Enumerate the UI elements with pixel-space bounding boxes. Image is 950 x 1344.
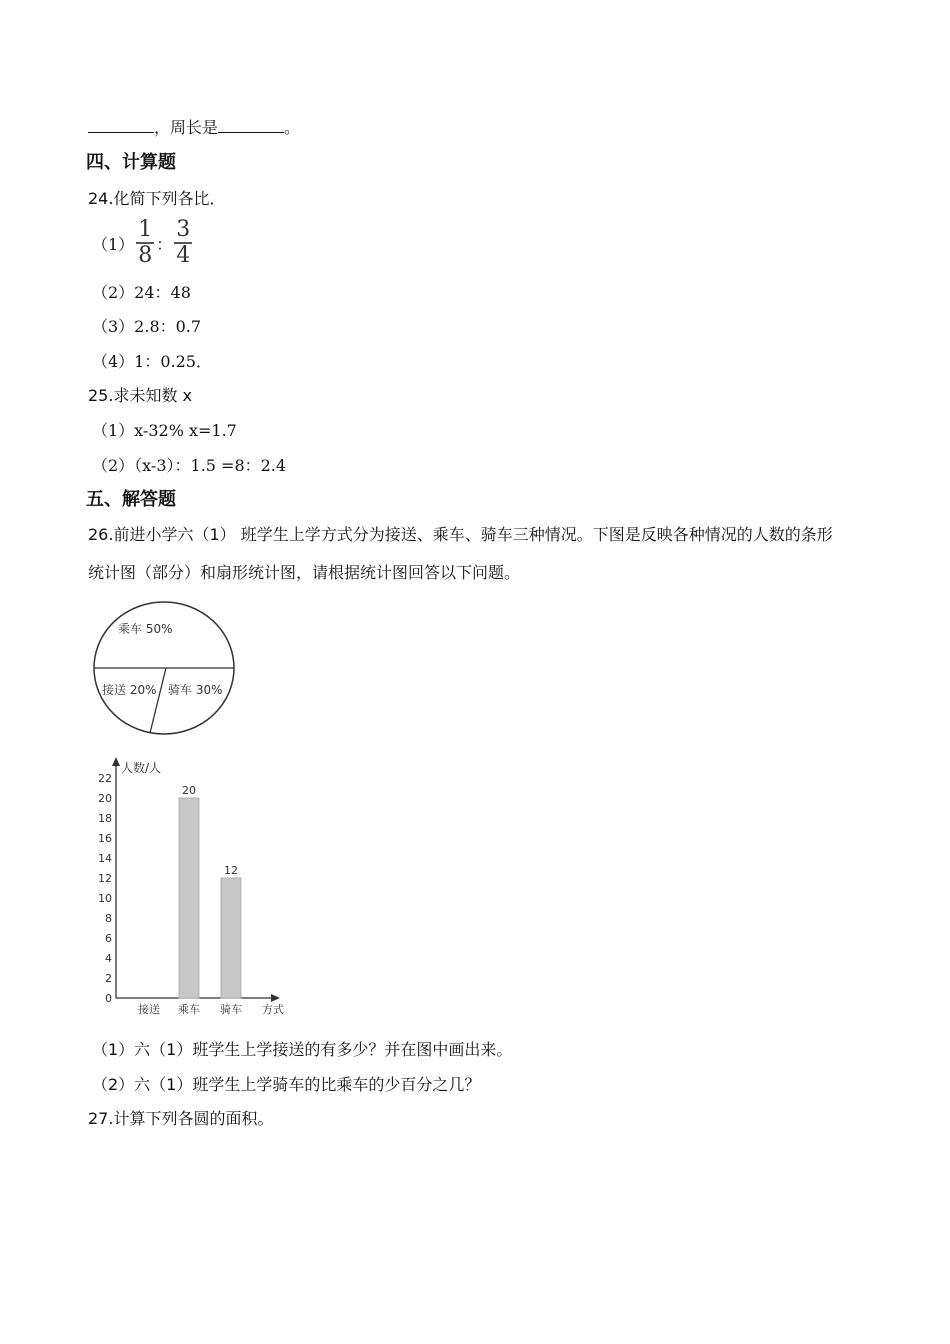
ratio-colon: ： <box>156 234 173 254</box>
y-ticks <box>98 772 112 1005</box>
y-tick-label: 6 <box>105 932 112 945</box>
bar-data-label: 20 <box>182 784 196 797</box>
pie-divider-slanted <box>150 668 166 733</box>
denominator: 4 <box>176 243 191 268</box>
answer-blank[interactable] <box>218 118 284 133</box>
y-tick-label: 16 <box>98 832 112 845</box>
section-heading-answer: 五、解答题 <box>86 489 176 510</box>
x-axis-arrow <box>271 994 280 1002</box>
pie-label-bus: 乘车 50% <box>118 622 173 636</box>
pie-label-pickup: 接送 20% <box>102 683 157 697</box>
y-tick-label: 8 <box>105 912 112 925</box>
category-label: 乘车 <box>178 1003 200 1016</box>
q24-item4: （4）1：0.25． <box>92 352 212 371</box>
bar <box>179 798 199 998</box>
numerator: 3 <box>176 217 191 242</box>
numerator: 1 <box>138 217 153 242</box>
y-tick-label: 4 <box>105 952 112 965</box>
y-tick-label: 12 <box>98 872 112 885</box>
y-tick-label: 20 <box>98 792 112 805</box>
answer-blank[interactable] <box>88 118 154 133</box>
perimeter-label: ，周长是 <box>154 118 219 137</box>
q24-item3: （3）2.8：0.7 <box>92 317 202 336</box>
category-label: 接送 <box>138 1003 160 1016</box>
q26-line2: 统计图（部分）和扇形统计图，请根据统计图回答以下问题。 <box>88 563 521 582</box>
bar-chart <box>96 755 296 1020</box>
q25-item2: （2）（x-3）：1.5 =8：2.4 <box>92 456 287 475</box>
q26-sub2: （2）六（1）班学生上学骑车的比乘车的少百分之几？ <box>92 1075 481 1094</box>
y-tick-label: 22 <box>98 772 112 785</box>
item-label: （1） <box>92 234 135 254</box>
bars <box>179 784 241 998</box>
bar <box>221 878 241 998</box>
y-axis-arrow <box>112 757 120 766</box>
category-label: 骑车 <box>220 1003 242 1016</box>
q26-sub1: （1）六（1）班学生上学接送的有多少？并在图中画出来。 <box>92 1040 513 1059</box>
pie-label-bike: 骑车 30% <box>168 683 223 697</box>
category-labels <box>138 1002 242 1016</box>
q25-prompt: 25.求未知数 x <box>88 386 193 405</box>
pie-chart <box>88 598 240 738</box>
q24-item1 <box>92 218 192 268</box>
y-axis-label: 人数/人 <box>121 761 162 775</box>
fraction-one-eighth <box>136 219 154 267</box>
q27-prompt: 27.计算下列各圆的面积。 <box>88 1109 274 1128</box>
line-end: 。 <box>284 118 301 137</box>
q24-prompt: 24.化简下列各比． <box>88 189 226 208</box>
denominator: 8 <box>138 243 153 268</box>
perimeter-line <box>88 117 300 139</box>
x-axis-label: 方式 <box>262 1003 284 1016</box>
y-tick-label: 2 <box>105 972 112 985</box>
y-tick-label: 18 <box>98 812 112 825</box>
y-tick-label: 14 <box>98 852 112 865</box>
q26-line1: 26.前进小学六（1） 班学生上学方式分为接送、乘车、骑车三种情况。下图是反映各种情况的人数的条形 <box>88 525 833 544</box>
y-tick-label: 0 <box>105 992 112 1005</box>
fraction-three-quarters <box>174 219 192 267</box>
y-tick-label: 10 <box>98 892 112 905</box>
q24-item2: （2）24：48 <box>92 283 191 302</box>
q25-item1: （1）x-32% x=1.7 <box>92 421 237 440</box>
bar-data-label: 12 <box>224 864 238 877</box>
section-heading-calc: 四、计算题 <box>86 152 176 173</box>
